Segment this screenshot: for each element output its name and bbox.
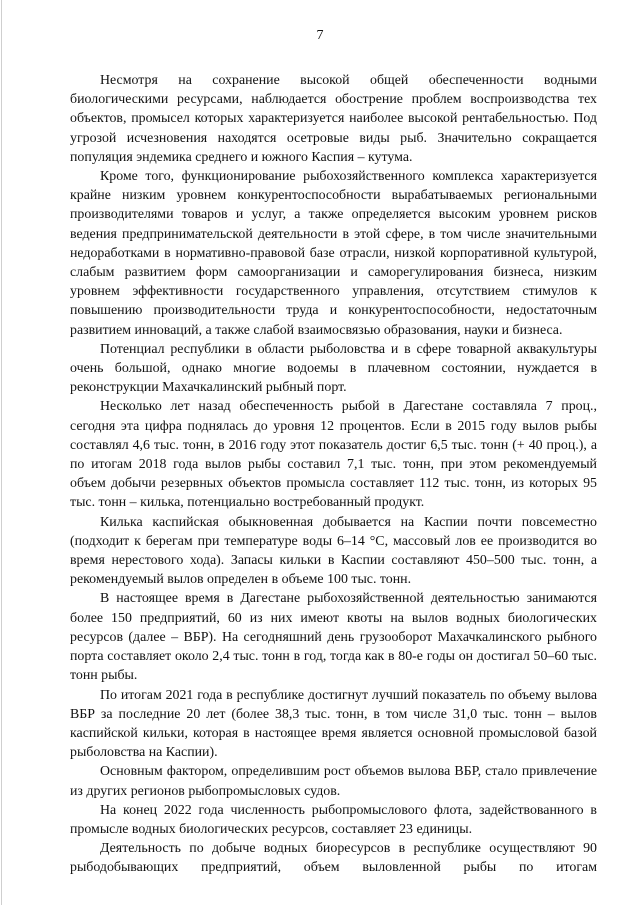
page-number: 7 (316, 28, 324, 43)
paragraph: Деятельность по добыче водных биоресурсов в республике осуществляют 90 рыбодобывающих предприятий, объем выловленной рыбы по итогам (70, 841, 597, 876)
paragraph: Основным фактором, определившим рост объемов вылова ВБР, стало привлечение из других регионов рыбопромысловых судов. (70, 764, 597, 799)
document-body (70, 71, 597, 878)
paragraph: Потенциал республики в области рыболовства и в сфере товарной аквакультуры очень большой, однако многие водоемы в плачевном состоянии, нуждается в реконструкции Махачкалинский рыбный порт. (70, 341, 597, 396)
paragraph: В настоящее время в Дагестане рыбохозяйственной деятельностью занимаются более 150 предприятий, 60 из них имеют квоты на вылов водных биологических ресурсов (далее – ВБР). На сегодняшний день грузооборот Махачкалинского рыбного порта составляет около 2,4 тыс. тонн в год, тогда как в 80-е годы он достигал 50–60 тыс. тонн рыбы. (70, 591, 597, 684)
paragraph: Несмотря на сохранение высокой общей обеспеченности водными биологическими ресурсами, наблюдается обострение проблем воспроизводства тех объектов, промысел которых характеризуется наиболее высокой рентабельностью. Под угрозой исчезновения находятся осетровые виды рыб. Значительно сокращается популяция эндемика среднего и южного Каспия – кутума. (70, 73, 597, 165)
scan-edge (1, 0, 2, 905)
paragraph: На конец 2022 года численность рыбопромыслового флота, задействованного в промысле водных биологических ресурсов, составляет 23 единицы. (70, 802, 597, 837)
paragraph: Кроме того, функционирование рыбохозяйственного комплекса характеризуется крайне низким уровнем конкурентоспособности вырабатываемых региональными производителями товаров и услуг, а также определяется высоким уровнем рисков ведения предпринимательской деятельности в этой сфере, в том числе значительными недоработками в нормативно-правовой базе отрасли, низкой корпоративной культурой, слабым развитием форм самоорганизации и саморегулирования бизнеса, низким уровнем эффективности государственного управления, отсутствием стимулов к повышению производительности труда и конкурентоспособности, недостаточным развитием инноваций, а также слабой взаимосвязью образования, науки и бизнеса. (70, 169, 597, 338)
paragraph: Килька каспийская обыкновенная добывается на Каспии почти повсеместно (подходит к берегам при температуре воды 6–14 °С, массовый лов ее производится во время нерестового хода). Запасы кильки в Каспии составляют 450–500 тыс. тонн, а рекомендуемый вылов определен в объеме 100 тыс. тонн. (70, 514, 597, 588)
paragraph: Несколько лет назад обеспеченность рыбой в Дагестане составляла 7 проц., сегодня эта цифра поднялась до уровня 12 процентов. Если в 2015 году вылов рыбы составлял 4,6 тыс. тонн, в 2016 году этот показатель достиг 6,5 тыс. тонн (+ 40 проц.), а по итогам 2018 года вылов рыбы составил 7,1 тыс. тонн, при этом рекомендуемый объем добычи резервных объектов промысла составляет 112 тыс. тонн, из которых 95 тыс. тонн – килька, потенциально востребованный продукт. (70, 399, 597, 511)
paragraph: По итогам 2021 года в республике достигнут лучший показатель по объему вылова ВБР за последние 20 лет (более 38,3 тыс. тонн, в том числе 31,0 тыс. тонн – вылов каспийской кильки, которая в настоящее время является основной промысловой базой рыболовства на Каспии). (70, 687, 597, 761)
